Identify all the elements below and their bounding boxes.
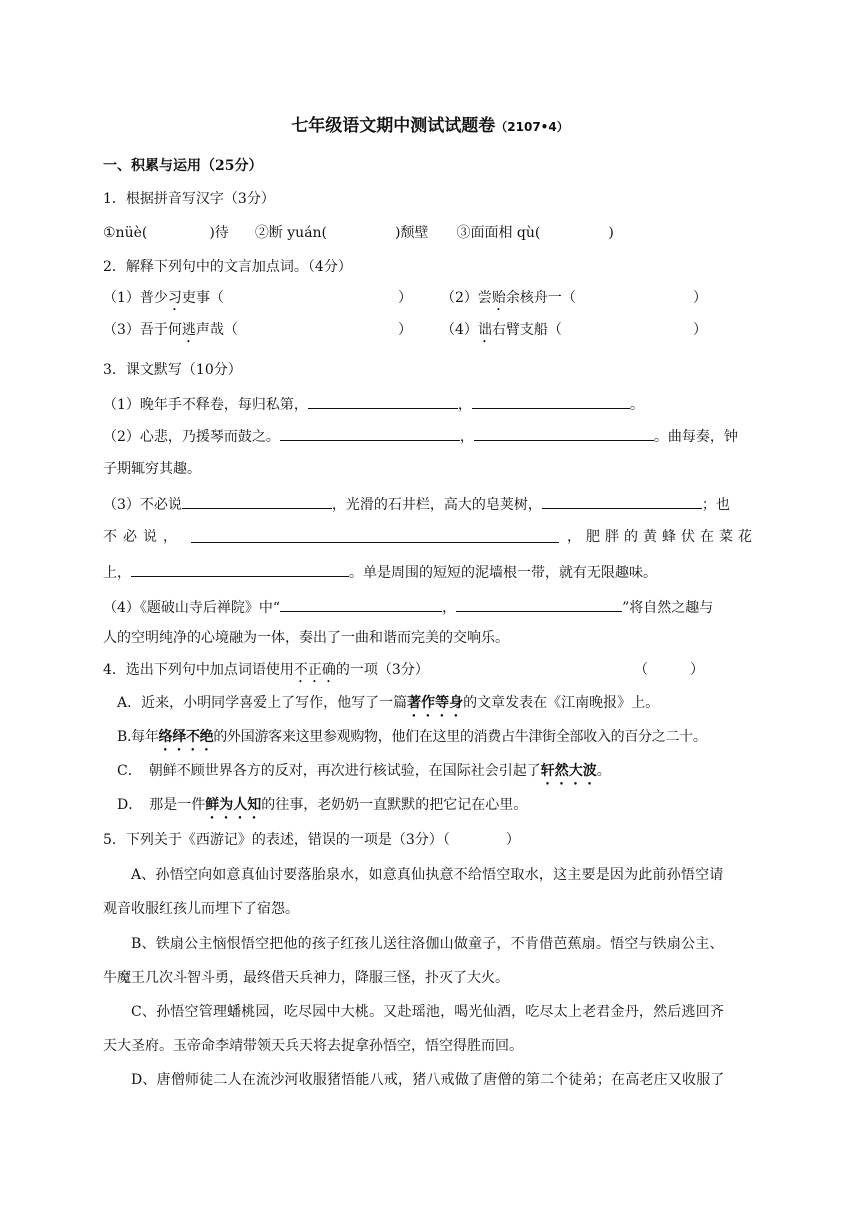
title-main: 七年级语文期中测试试题卷 [291,116,496,136]
q4-option-d-text: D． 那是一件 [117,797,206,813]
q3-answer-blank[interactable] [542,493,702,509]
q2-item-4-close: ） [693,322,707,338]
q3-line-5-text: 不必说， [103,529,183,545]
q3-period: 。 [629,397,644,413]
q3-line-2-text: （2）心悲，乃援琴而鼓之。 [103,429,280,445]
q3-line-6-text: 上， [103,565,131,581]
q3-answer-blank[interactable] [472,393,630,409]
q4-option-a-dotted-word: 著作等身 [407,695,464,711]
q3-answer-blank[interactable] [308,393,458,409]
q3-line-3: 子期辄穷其趣。 [103,461,201,477]
title-date: （2107•4） [495,120,569,134]
question-5-stem: 5．下列关于《西游记》的表述，错误的一项是（3分）（ ） [103,832,520,848]
q1-item-a-suffix: )待 [209,225,229,241]
q3-comma: ， [459,429,474,445]
q3-line-1 [103,393,644,415]
q4-option-c [117,761,611,788]
question-4-stem [103,660,429,686]
question-1-stem: 1．根据拼音写汉字（3分） [103,191,275,207]
q4-option-d-text-b: 的往事，老奶奶一直默默的把它记在心里。 [261,797,528,813]
q3-line-2-end: 。曲每奏，钟 [653,429,738,445]
q3-comma: ， [457,397,472,413]
q4-option-a-text: A．近来，小明同学喜爱上了写作，他写了一篇 [117,695,408,711]
q2-item-1-close: ） [398,290,412,306]
question-2-stem: 2．解释下列句中的文言加点词。（4分） [103,259,352,275]
q3-line-6-text-b: 。单是周围的短短的泥墙根一带，就有无限趣味。 [349,565,657,581]
q3-answer-blank[interactable] [191,527,559,543]
q3-line-2 [103,425,738,447]
question-3-stem: 3．课文默写（10分） [103,362,242,378]
q2-item-2-dotted-word: 贻 [491,290,506,306]
q4-option-b-text-b: 的外国游客来这里参观购物，他们在这里的消费占牛津街全部收入的百分之二十。 [213,729,707,745]
q5-option-a-line-2: 观音收服红孩儿而埋下了宿怨。 [103,901,299,917]
q3-answer-blank[interactable] [131,561,349,577]
q4-option-a [117,693,659,720]
q2-item-1 [103,288,224,314]
q2-item-3-dotted-word: 逃 [181,322,196,338]
q2-item-2-close: ） [693,290,707,306]
q5-option-c-line-1: C、孙悟空管理蟠桃园，吃尽园中大桃。又赴瑶池，喝光仙酒，吃尽太上老君金丹，然后逃回齐 [131,1004,725,1020]
q3-line-7 [103,596,713,618]
q4-answer-paren[interactable]: （ ） [634,662,704,678]
q3-line-7-end: ”将自然之趣与 [622,600,714,616]
q3-line-4 [103,493,730,515]
q2-item-4-text: （4） [441,322,478,338]
q3-line-1-text: （1）晚年手不释卷，每归私第， [103,397,308,413]
q2-item-3-close: ） [398,322,412,338]
q4-option-c-text-b: 。 [596,763,611,779]
q2-item-2 [441,288,576,314]
q2-item-3 [103,320,238,346]
q2-item-3-text-b: 声哉（ [195,322,238,338]
q5-option-b-line-1: B、铁扇公主恼恨悟空把他的孩子红孩儿送往洛伽山做童子，不肯借芭蕉扇。悟空与铁扇公主、 [131,936,724,952]
q5-option-c-line-2: 天大圣府。玉帝命李靖带领天兵天将去捉拿孙悟空，悟空得胜而回。 [103,1038,523,1054]
q2-item-2-text: （2）尝 [441,290,492,306]
q4-option-c-dotted-word: 轩然大波 [540,763,597,779]
q3-answer-blank[interactable] [182,493,332,509]
page-title [0,116,860,137]
q4-stem-text-b: 的一项（3分） [335,662,429,678]
q4-option-d [117,795,527,822]
question-1-items [103,223,614,243]
q4-stem-dotted-word: 不正确 [293,662,336,678]
q3-line-6 [103,561,657,583]
q2-item-1-text: （1）普少 [103,290,168,306]
q2-item-1-dotted-word: 习 [167,290,182,306]
q1-item-a-prefix: ①nüè( [103,225,148,241]
q3-answer-blank[interactable] [280,596,442,612]
q3-line-5-text-b: ，肥胖的黄蜂伏在菜花 [567,529,757,545]
q4-option-d-dotted-word: 鲜为人知 [205,797,262,813]
q3-answer-blank[interactable] [474,425,654,441]
q2-item-2-text-b: 余核舟一（ [505,290,576,306]
q2-item-4-text-b: 右臂支船（ [491,322,562,338]
q2-item-1-text-b: 吏事（ [181,290,224,306]
q2-item-4 [441,320,562,346]
q1-item-b-suffix: )颓壁 [395,225,429,241]
q3-comma: ， [442,600,457,616]
q3-line-7-text: （4）《题破山寺后禅院》中“ [103,600,281,616]
q3-line-8: 人的空明纯净的心境融为一体，奏出了一曲和谐而完美的交响乐。 [103,630,509,646]
q3-line-4-text: （3）不必说 [103,497,182,513]
q4-option-c-text: C． 朝鲜不顾世界各方的反对，再次进行核试验，在国际社会引起了 [117,763,541,779]
q4-option-b-text: B.每年 [117,729,159,745]
q3-answer-blank[interactable] [456,596,622,612]
q4-option-b-dotted-word: 络绎不绝 [158,729,214,745]
q2-item-3-text: （3）吾于何 [103,322,182,338]
q1-item-b-prefix: ②断 yuán( [254,225,328,241]
q4-stem-text: 4．选出下列句中加点词语使用 [103,662,294,678]
q5-option-d-line-1: D、唐僧师徒二人在流沙河收服猪悟能八戒，猪八戒做了唐僧的第二个徒弟；在高老庄又收服了 [131,1072,725,1088]
q5-option-b-line-2: 牛魔王几次斗智斗勇，最终借天兵神力，降服三怪，扑灭了大火。 [103,970,509,986]
q1-item-c-suffix: ) [608,225,614,241]
q1-item-c-prefix: ③面面相 qù( [456,225,541,241]
section-heading: 一、积累与运用（25分） [103,158,263,174]
q3-answer-blank[interactable] [280,425,460,441]
q3-line-5 [103,527,757,547]
q5-option-a-line-1: A、孙悟空向如意真仙讨要落胎泉水，如意真仙执意不给悟空取水，这主要是因为此前孙悟空请 [131,867,724,883]
q2-item-4-dotted-word: 诎 [477,322,492,338]
q4-option-b [117,727,707,754]
q4-option-a-text-b: 的文章发表在《江南晚报》上。 [463,695,660,711]
q3-line-4-end: ；也 [701,497,730,513]
q3-line-4-text-b: ，光滑的石井栏，高大的皂荚树， [331,497,542,513]
